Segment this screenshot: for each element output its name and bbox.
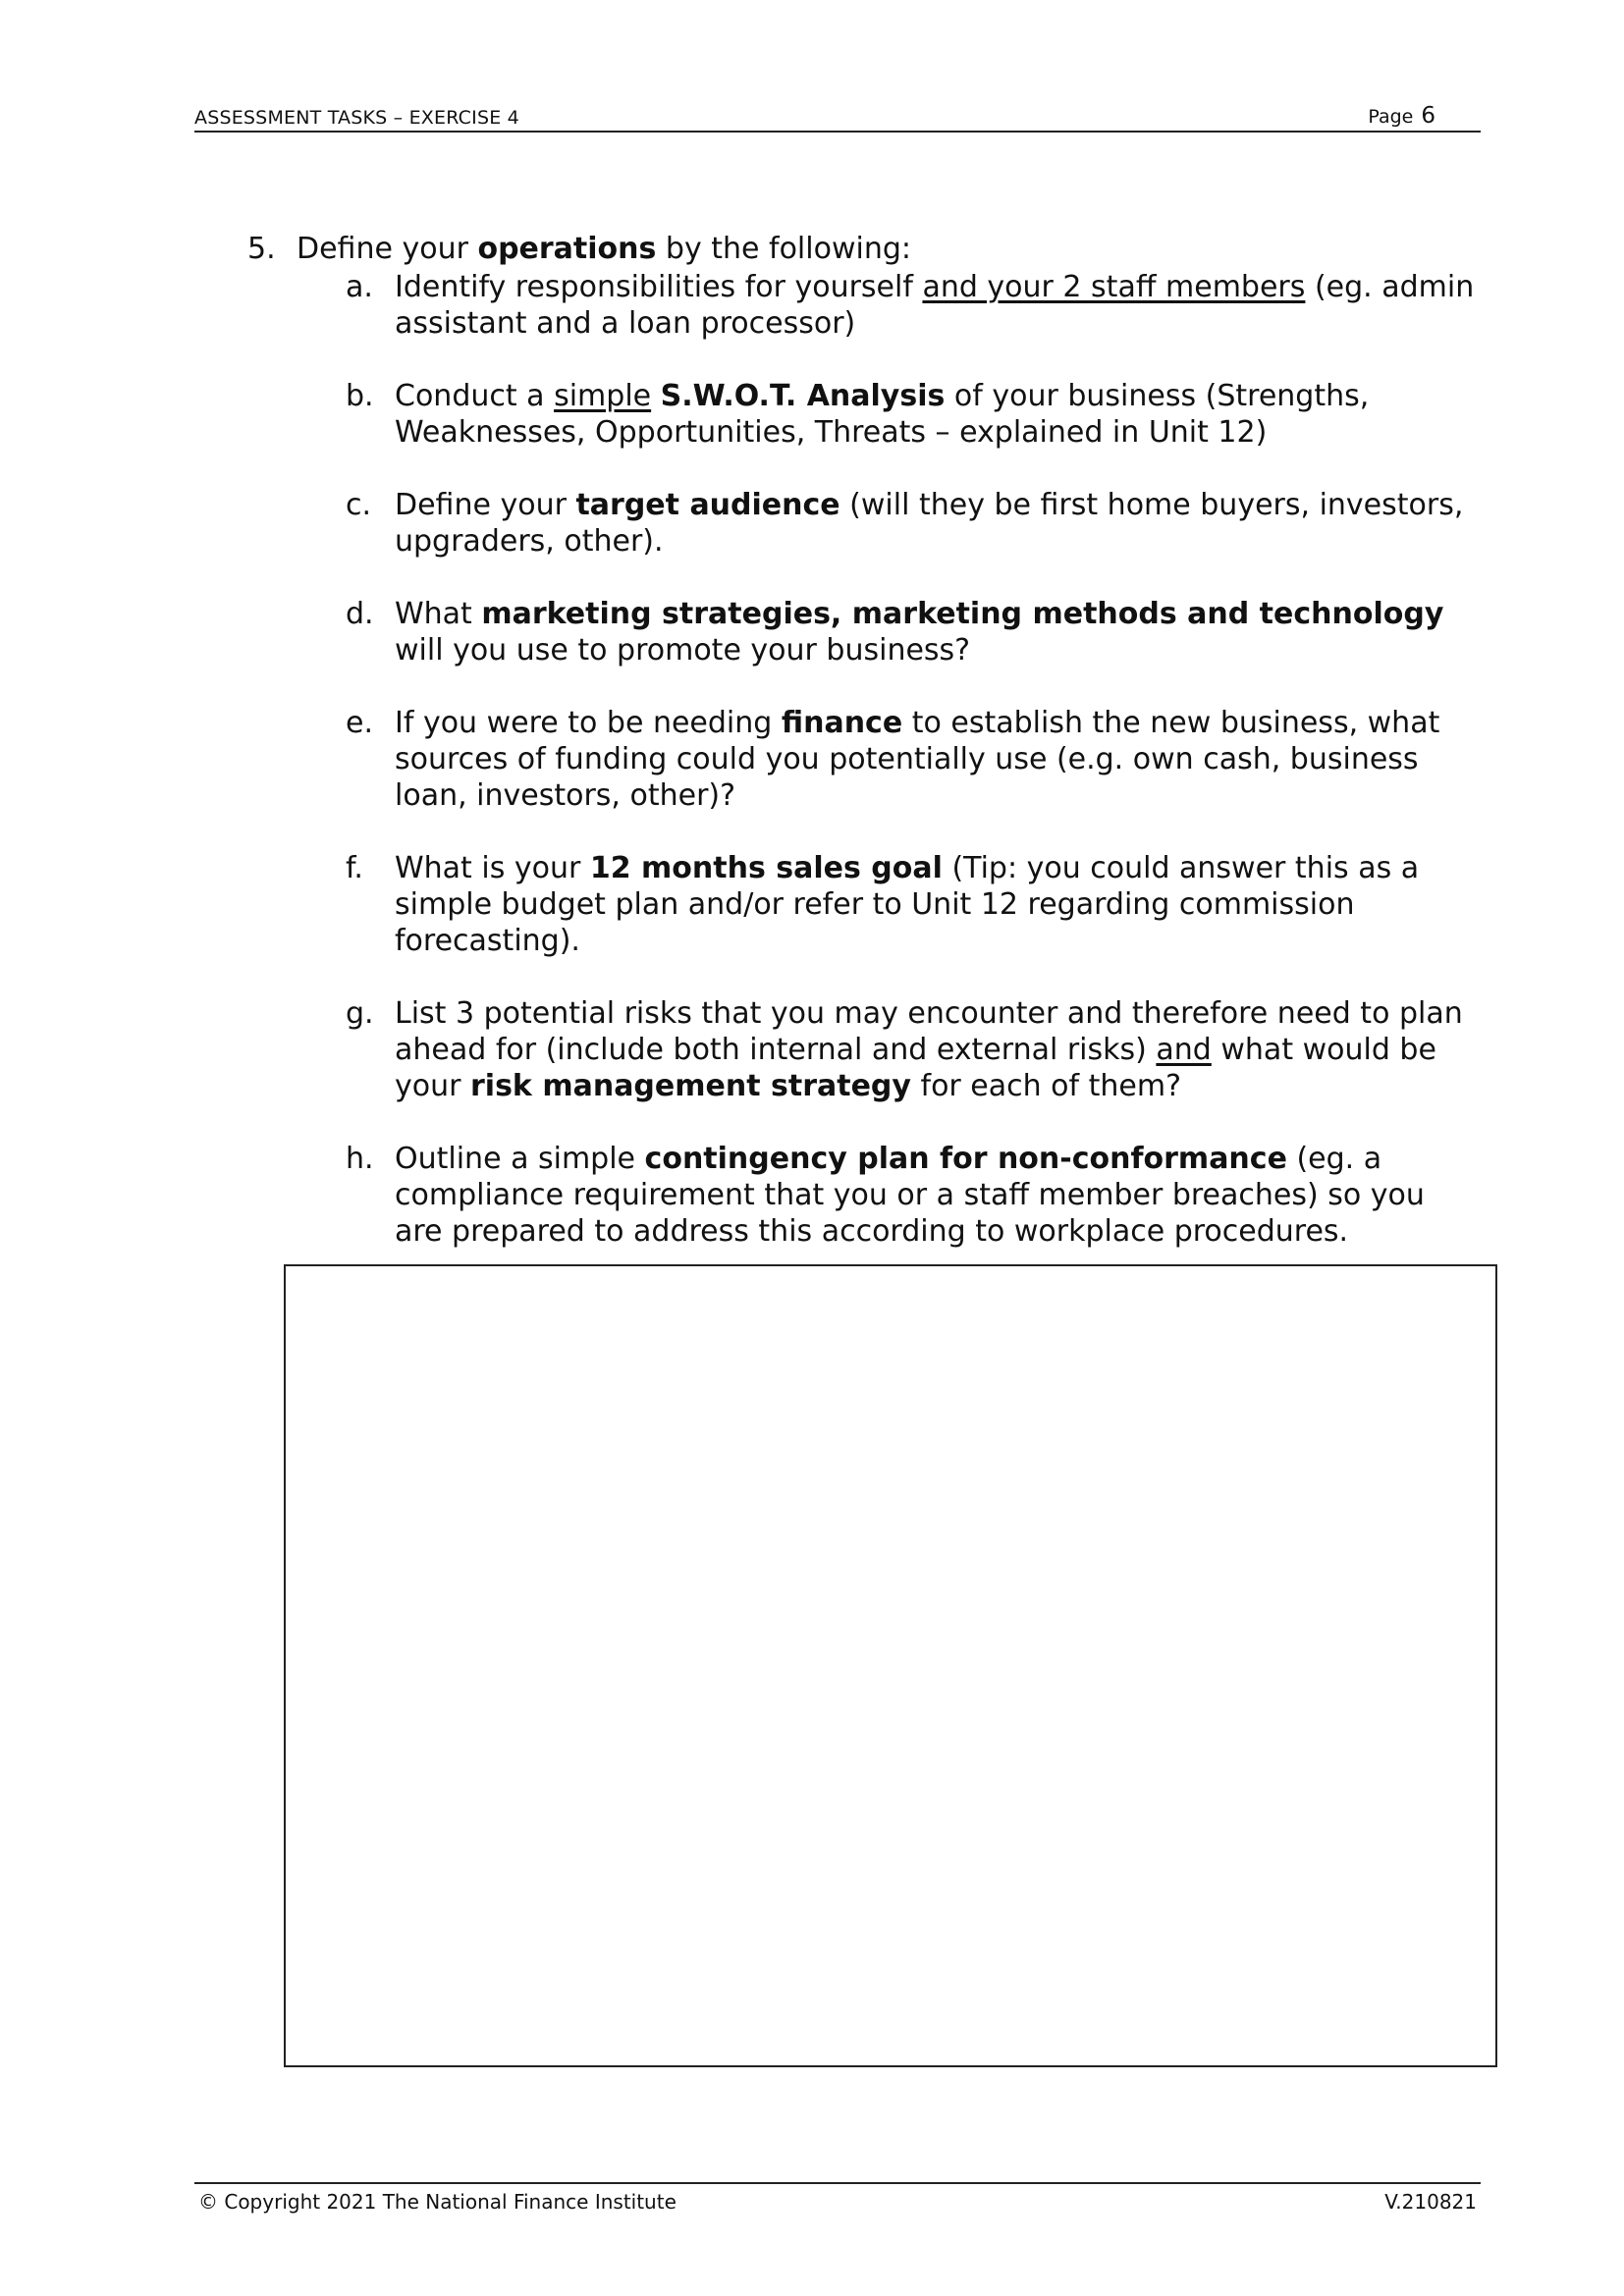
page-label: Page	[1368, 106, 1414, 128]
sub-question-d	[346, 596, 1475, 668]
sub-question-e	[346, 705, 1475, 814]
sub-question-f	[346, 850, 1475, 959]
sub-question-letter: g.	[346, 996, 374, 1031]
sub-question-text: If you were to be needing finance to establish the new business, what sources of funding could you potentially use (e.g. own cash, business loan, investors, other)?	[395, 706, 1440, 813]
question-number: 5.	[247, 232, 276, 266]
sub-question-a	[346, 269, 1475, 342]
sub-question-letter: c.	[346, 488, 372, 522]
page-header	[194, 101, 1481, 133]
question-intro-text: Define your operations by the following:	[297, 232, 911, 266]
sub-question-text: Define your target audience (will they be first home buyers, investors, upgraders, other).	[395, 488, 1464, 559]
sub-question-letter: f.	[346, 851, 363, 885]
sub-question-text: What marketing strategies, marketing methods and technology will you use to promote your business?	[395, 597, 1444, 667]
version-label: V.210821	[1384, 2190, 1477, 2214]
page-number: 6	[1421, 103, 1435, 129]
sub-question-letter: a.	[346, 270, 373, 304]
sub-question-text: What is your 12 months sales goal (Tip: you could answer this as a simple budget plan and/or refer to Unit 12 regarding commission forecasting).	[395, 851, 1420, 958]
sub-question-letter: d.	[346, 597, 374, 631]
sub-question-text: Outline a simple contingency plan for non-conformance (eg. a compliance requirement that you or a staff member breaches) so you are prepared to address this according to workplace procedures.	[395, 1142, 1425, 1249]
sub-question-b	[346, 378, 1475, 451]
question-intro	[247, 231, 1494, 267]
sub-question-letter: b.	[346, 379, 374, 413]
question-5	[247, 231, 1494, 1286]
header-title: ASSESSMENT TASKS – EXERCISE 4	[194, 107, 519, 129]
sub-question-text: List 3 potential risks that you may encounter and therefore need to plan ahead for (include both internal and external risks) and what would be your risk management strategy for each of them?	[395, 996, 1463, 1103]
answer-box[interactable]	[284, 1264, 1497, 2067]
sub-question-letter: h.	[346, 1142, 374, 1176]
header-page-indicator	[1368, 103, 1435, 129]
sub-question-h	[346, 1141, 1475, 1250]
sub-question-g	[346, 995, 1475, 1104]
sub-question-text: Conduct a simple S.W.O.T. Analysis of your business (Strengths, Weaknesses, Opportunities, Threats – explained in Unit 12)	[395, 379, 1370, 450]
sub-question-letter: e.	[346, 706, 373, 740]
copyright-notice: © Copyright 2021 The National Finance Institute	[198, 2190, 677, 2214]
sub-question-c	[346, 487, 1475, 560]
sub-question-list	[346, 269, 1475, 1250]
page-footer	[194, 2182, 1481, 2217]
sub-question-text: Identify responsibilities for yourself and your 2 staff members (eg. admin assistant and a loan processor)	[395, 270, 1475, 341]
